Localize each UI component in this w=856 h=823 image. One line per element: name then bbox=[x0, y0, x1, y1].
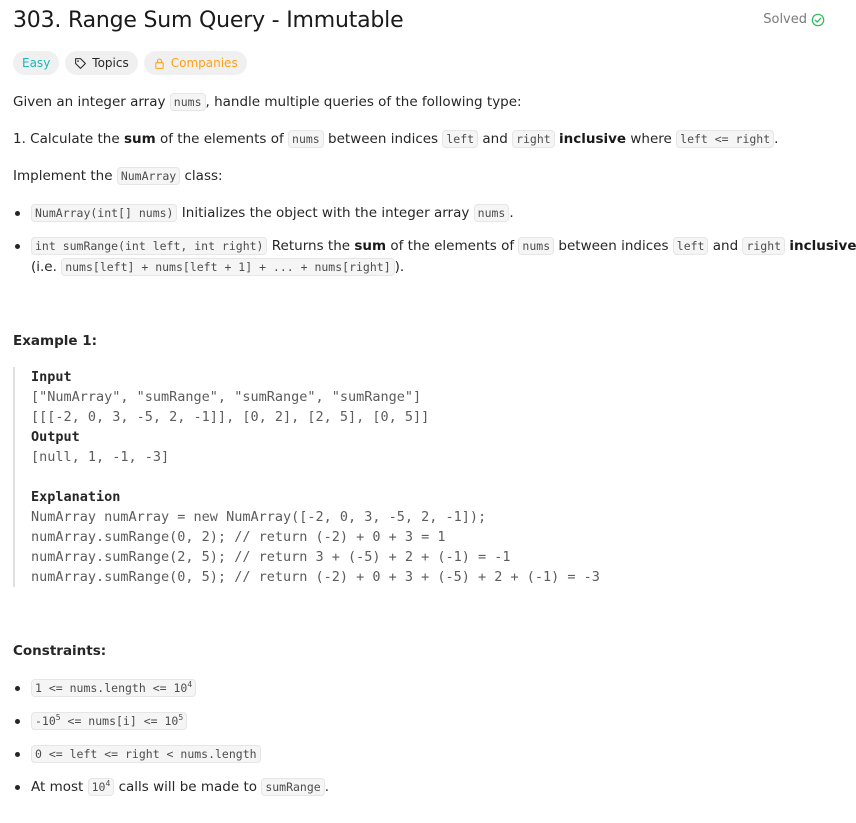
tag-icon bbox=[74, 57, 87, 70]
description-paragraph-2 bbox=[13, 166, 223, 186]
constraints-title: Constraints: bbox=[13, 643, 107, 659]
text: and bbox=[478, 131, 513, 147]
description-paragraph-1 bbox=[13, 92, 522, 112]
explanation-label: Explanation bbox=[31, 489, 121, 505]
topics-label: Topics bbox=[92, 56, 129, 70]
explanation-line: NumArray numArray = new NumArray([-2, 0, 3, -5, 2, -1]); bbox=[31, 509, 487, 525]
solved-status bbox=[763, 12, 825, 27]
text: of the elements of bbox=[386, 238, 519, 254]
difficulty-label: Easy bbox=[22, 56, 51, 70]
text: Implement the bbox=[13, 168, 117, 184]
bullet-dot bbox=[15, 719, 20, 724]
bold-text: sum bbox=[354, 238, 387, 254]
text: Initializes the object with the integer array bbox=[177, 205, 474, 221]
bullet-dot bbox=[15, 211, 20, 216]
output-line: [null, 1, -1, -3] bbox=[31, 449, 170, 465]
superscript: 5 bbox=[178, 713, 184, 723]
inline-code: right bbox=[512, 130, 555, 148]
code-text: -10 bbox=[35, 714, 56, 728]
inline-code: NumArray bbox=[117, 167, 180, 185]
code-text: 10 bbox=[91, 780, 106, 794]
text: between indices bbox=[554, 238, 673, 254]
lock-icon bbox=[153, 57, 166, 70]
text: ). bbox=[394, 259, 405, 275]
bullet-dot bbox=[15, 752, 20, 757]
blank-line bbox=[31, 467, 823, 487]
text: . bbox=[324, 779, 329, 795]
constraint-item bbox=[31, 711, 187, 731]
example-block bbox=[13, 367, 823, 587]
text: of the elements of bbox=[155, 131, 289, 147]
inline-code: left bbox=[442, 130, 478, 148]
difficulty-badge[interactable] bbox=[13, 51, 59, 75]
inline-code bbox=[88, 778, 115, 796]
bullet-dot bbox=[15, 785, 20, 790]
topics-button[interactable] bbox=[65, 51, 137, 75]
inline-code: 0 <= left <= right < nums.length bbox=[31, 745, 261, 763]
inline-code: nums bbox=[288, 130, 324, 148]
code-text: <= nums[i] <= 10 bbox=[60, 714, 179, 728]
text: where bbox=[626, 131, 677, 147]
text: . bbox=[509, 205, 514, 221]
bullet-dot bbox=[15, 686, 20, 691]
output-label: Output bbox=[31, 429, 80, 445]
constraint-item bbox=[31, 744, 261, 764]
bold-text: inclusive bbox=[789, 238, 856, 254]
text: and bbox=[708, 238, 743, 254]
problem-title: 303. Range Sum Query - Immutable bbox=[13, 8, 404, 33]
text: (i.e. bbox=[31, 259, 62, 275]
superscript: 4 bbox=[187, 680, 193, 690]
check-circle-icon bbox=[811, 13, 825, 27]
inline-code bbox=[31, 679, 196, 697]
method-sumrange-item bbox=[31, 236, 856, 256]
example-title: Example 1: bbox=[13, 333, 98, 349]
constraint-item bbox=[31, 678, 196, 698]
constraint-item bbox=[31, 777, 329, 797]
companies-label: Companies bbox=[170, 56, 238, 70]
bold-text: sum bbox=[123, 131, 156, 147]
inline-code: nums bbox=[518, 237, 554, 255]
inline-code: nums bbox=[170, 93, 206, 111]
bullet-dot bbox=[15, 244, 20, 249]
problem-header bbox=[13, 6, 825, 36]
inline-code: left bbox=[673, 237, 709, 255]
text: class: bbox=[180, 168, 223, 184]
explanation-line: numArray.sumRange(0, 5); // return (-2) + 0 + 3 + (-5) + 2 + (-1) = -3 bbox=[31, 569, 600, 585]
text: between indices bbox=[323, 131, 443, 147]
superscript: 5 bbox=[55, 713, 61, 723]
input-line: ["NumArray", "sumRange", "sumRange", "sumRange"] bbox=[31, 389, 422, 405]
input-line: [[[-2, 0, 3, -5, 2, -1]], [0, 2], [2, 5], [0, 5]] bbox=[31, 409, 430, 425]
query-type-item bbox=[13, 129, 778, 149]
text: Returns the bbox=[267, 238, 355, 254]
bold-text: inclusive bbox=[558, 131, 627, 147]
text: calls will be made to bbox=[114, 779, 262, 795]
method-constructor-item bbox=[31, 203, 514, 223]
method-sumrange-continuation bbox=[31, 257, 404, 277]
inline-code: int sumRange(int left, int right) bbox=[31, 237, 267, 255]
explanation-line: numArray.sumRange(0, 2); // return (-2) + 0 + 3 = 1 bbox=[31, 529, 446, 545]
input-label: Input bbox=[31, 369, 72, 385]
inline-code bbox=[31, 712, 187, 730]
text: . bbox=[774, 131, 779, 147]
tag-row bbox=[13, 51, 247, 75]
inline-code: right bbox=[742, 237, 785, 255]
inline-code: NumArray(int[] nums) bbox=[31, 204, 177, 222]
solved-label: Solved bbox=[763, 12, 807, 27]
superscript: 4 bbox=[105, 779, 111, 789]
code-text: 1 <= nums.length <= 10 bbox=[35, 681, 188, 695]
inline-code: nums[left] + nums[left + 1] + ... + nums[right] bbox=[61, 258, 394, 276]
text: Given an integer array bbox=[13, 94, 170, 110]
text: 1. Calculate the bbox=[13, 131, 124, 147]
inline-code: nums bbox=[474, 204, 510, 222]
text: At most bbox=[31, 779, 88, 795]
inline-code: sumRange bbox=[261, 778, 324, 796]
explanation-line: numArray.sumRange(2, 5); // return 3 + (-5) + 2 + (-1) = -1 bbox=[31, 549, 511, 565]
companies-button[interactable] bbox=[144, 51, 247, 75]
inline-code: left <= right bbox=[676, 130, 774, 148]
text: , handle multiple queries of the following type: bbox=[205, 94, 522, 110]
